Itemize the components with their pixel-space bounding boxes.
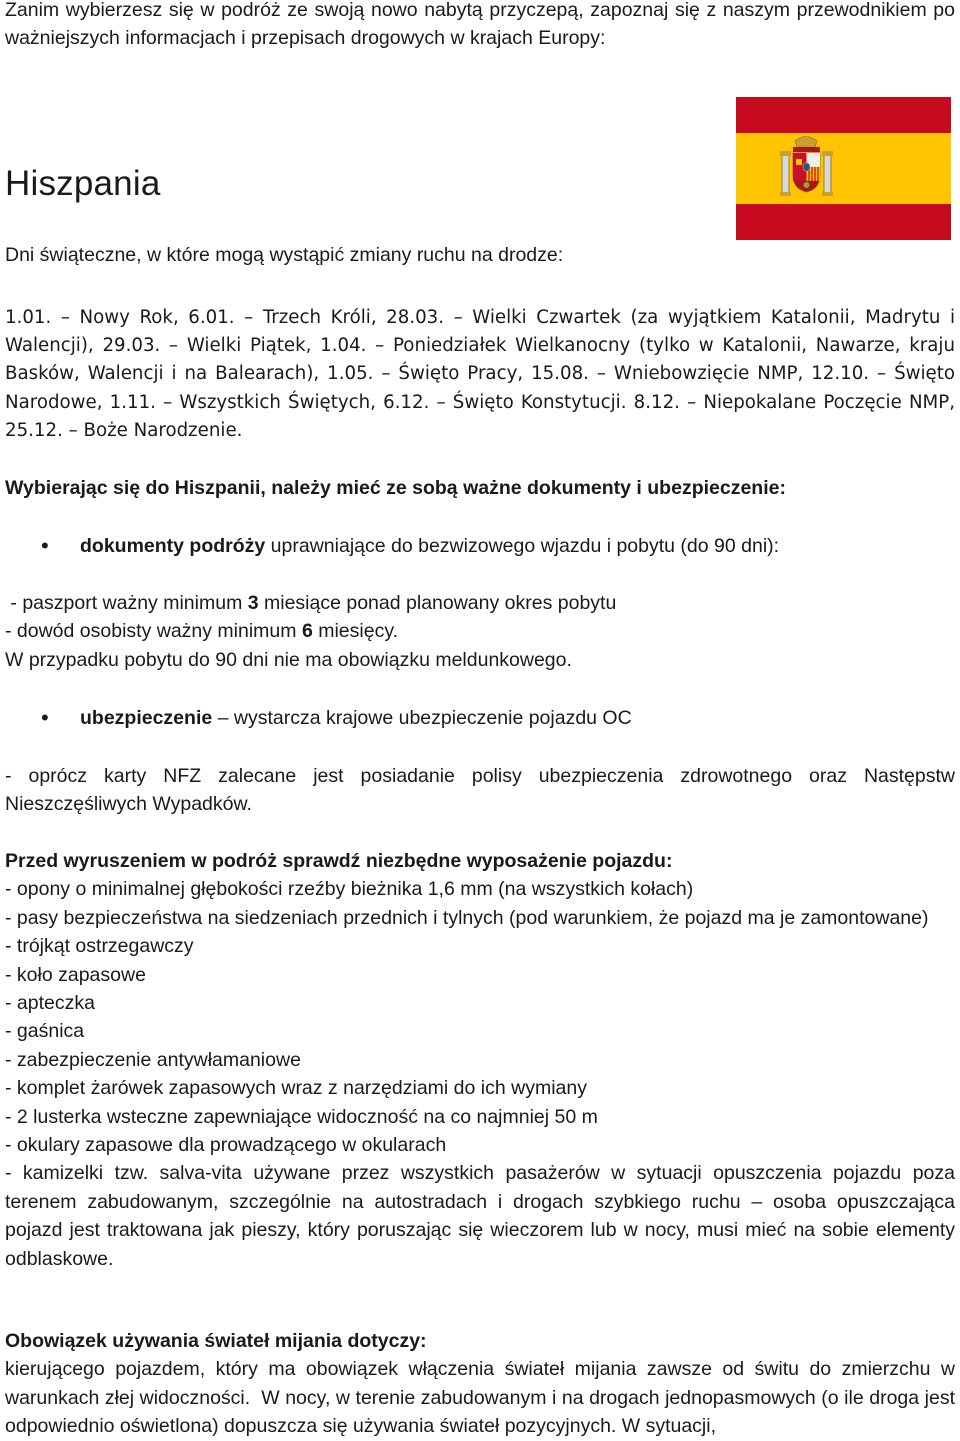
passport-pre: - paszport ważny minimum	[5, 592, 248, 614]
bullet-documents-rest: uprawniające do bezwizowego wjazdu i pobytu (do 90 dni):	[265, 535, 780, 557]
passport-post: miesiące ponad planowany okres pobytu	[258, 592, 617, 614]
country-title: Hiszpania	[5, 164, 161, 203]
equipment-section	[5, 847, 955, 1273]
equipment-item: - zabezpieczenie antywłamaniowe	[5, 1048, 301, 1071]
id-card-months: 6	[301, 620, 313, 643]
bullet-insurance-rest: – wystarcza krajowe ubezpieczenie pojazdu OC	[212, 707, 632, 729]
bullet-icon: •	[41, 705, 49, 730]
id-card-line	[5, 617, 955, 645]
spain-flag-image	[736, 97, 951, 240]
equipment-item: - kamizelki tzw. salva-vita używane przez wszystkich pasażerów w sytuacji opuszczenia pojazdu poza terenem zabudowanym, szczególnie na autostradach i drogach szybkiego ruchu – osoba opuszczająca pojazd jest traktowana jak pieszy, który poruszając się wieczorem lub w nocy, musi mieć na sobie elementy odblaskowe.	[5, 1162, 955, 1270]
equipment-item: - pasy bezpieczeństwa na siedzeniach przednich i tylnych (pod warunkiem, że pojazd ma je zamontowane)	[5, 906, 929, 929]
id-card-post: miesięcy.	[312, 620, 399, 643]
lights-section	[5, 1327, 960, 1441]
holidays-text: 1.01. – Nowy Rok, 6.01. – Trzech Króli, 28.03. – Wielki Czwartek (za wyjątkiem Katalonii, Madrytu i Walencji), 29.03. – Wielki Piątek, 1.04. – Poniedziałek Wielkanocny (tylko w Katalonii, Nawarze, kraju Basków, Walencji i na Balearach), 1.05. – Święto Pracy, 15.08. – Wniebowzięcie NMP, 12.10. – Święto Narodowe, 1.11. – Wszystkich Świętych, 6.12. – Święto Konstytucji. 8.12. – Niepokalane Poczęcie NMP, 25.12. – Boże Narodzenie.	[5, 307, 955, 441]
equipment-item: - 2 lusterka wsteczne zapewniające widoczność na co najmniej 50 m	[5, 1105, 598, 1128]
equipment-heading: Przed wyruszeniem w podróż sprawdź niezbędne wyposażenie pojazdu:	[5, 850, 673, 872]
bullet-documents-text	[80, 532, 779, 560]
passport-line	[5, 589, 955, 617]
flag-yellow-stripe	[736, 133, 951, 204]
bullet-icon: •	[41, 533, 49, 558]
equipment-item: - koło zapasowe	[5, 963, 146, 986]
passport-months: 3	[247, 592, 259, 614]
documents-heading: Wybierając się do Hiszpanii, należy mieć ze sobą ważne dokumenty i ubezpieczenie:	[5, 477, 786, 499]
bullet-insurance-bold: ubezpieczenie	[80, 707, 213, 729]
equipment-item: - opony o minimalnej głębokości rzeźby bieżnika 1,6 mm (na wszystkich kołach)	[5, 878, 694, 901]
lights-text: kierującego pojazdem, który ma obowiązek włączenia świateł mijania zawsze od świtu do zmierzchu w warunkach złej widoczności. W nocy, w terenie zabudowanym i na drogach jednopasmowych (o ile droga jest odpowiednio oświetlona) dopuszcza się używania świateł pozycyjnych. W sytuacji,	[5, 1358, 960, 1438]
equipment-item: - gaśnica	[5, 1020, 85, 1043]
insurance-note: - oprócz karty NFZ zalecane jest posiadanie polisy ubezpieczenia zdrowotnego oraz Następstw Nieszczęśliwych Wypadków.	[5, 765, 955, 816]
flag-red-stripe-bottom	[736, 204, 951, 240]
bullet-insurance	[5, 704, 955, 732]
intro-paragraph: Zanim wybierzesz się w podróż ze swoją nowo nabytą przyczepą, zapoznaj się z naszym przewodnikiem po ważniejszych informacjach i przepisach drogowych w krajach Europy:	[5, 0, 955, 50]
equipment-item: - komplet żarówek zapasowych wraz z narzędziami do ich wymiany	[5, 1077, 587, 1100]
lights-heading: Obowiązek używania świateł mijania dotyczy:	[5, 1330, 427, 1352]
bullet-documents-bold: dokumenty podróży	[80, 535, 266, 557]
id-card-pre: - dowód osobisty ważny minimum	[5, 620, 302, 643]
documents-details	[5, 589, 955, 674]
flag-red-stripe-top	[736, 97, 951, 133]
holidays-heading: Dni świąteczne, w które mogą wystąpić zmiany ruchu na drodze:	[5, 244, 564, 266]
equipment-item: - okulary zapasowe dla prowadzącego w okularach	[5, 1134, 447, 1157]
registration-line: W przypadku pobytu do 90 dni nie ma obowiązku meldunkowego.	[5, 648, 572, 671]
bullet-insurance-text	[80, 704, 632, 732]
bullet-documents	[5, 532, 955, 560]
equipment-item: - apteczka	[5, 992, 95, 1015]
equipment-item: - trójkąt ostrzegawczy	[5, 935, 194, 958]
